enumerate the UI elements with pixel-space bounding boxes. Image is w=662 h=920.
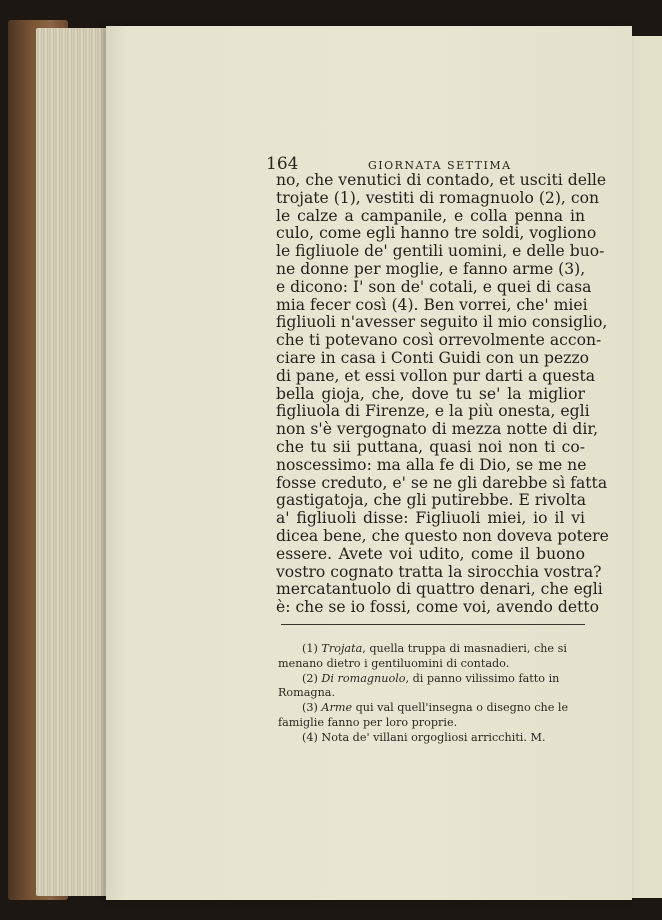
body-line: no, che venutici di contado, et usciti delle <box>276 171 607 189</box>
page-number: 164 <box>266 154 299 174</box>
facing-page-edge <box>628 36 662 898</box>
body-line: ne donne per moglie, e fanno arme (3), <box>276 259 586 278</box>
footnote-text: , quella truppa di masnadieri, che si <box>362 642 567 655</box>
footnotes <box>278 642 594 746</box>
body-line: mercatantuolo di quattro denari, che egli <box>276 580 603 599</box>
body-line: bella gioja, che, dove tu se' la miglior <box>276 384 585 403</box>
body-line: a' figliuoli disse: Figliuoli miei, io il vi <box>276 509 585 528</box>
body-line: essere. Avete voi udito, come il buono <box>276 544 585 563</box>
body-line: dicea bene, che questo non doveva potere <box>276 526 609 545</box>
footnote-text: , di panno vilissimo fatto in <box>405 671 560 685</box>
body-line: ciare in casa i Conti Guidi con un pezzo <box>276 348 590 367</box>
footnote-line <box>278 672 594 687</box>
footnote-marker: (3) <box>302 701 318 715</box>
body-line: di pane, et essi vollon pur darti a questa <box>276 366 596 385</box>
body-line: fosse creduto, e' se ne gli darebbe sì fatta <box>276 473 608 492</box>
body-line: noscessimo: ma alla fe di Dio, se me ne <box>276 455 587 474</box>
body-line: che ti potevano così orrevolmente accon- <box>276 331 602 350</box>
body-text <box>276 171 609 617</box>
body-line: vostro cognato tratta la sirocchia vostra? <box>276 562 602 581</box>
footnote-term: Trojata <box>321 642 363 655</box>
footnote-term: Di romagnuolo <box>321 671 406 685</box>
footnote-rule <box>281 624 585 625</box>
body-line: culo, come egli hanno tre soldi, vogliono <box>276 224 597 243</box>
body-line: le figliuole de' gentili uomini, e delle buo- <box>276 242 605 261</box>
body-line: le calze a campanile, e colla penna in <box>276 206 585 225</box>
body-line: figliuola di Firenze, e la più onesta, egli <box>276 402 590 421</box>
body-line: mia fecer così (4). Ben vorrei, che' miei <box>276 295 588 314</box>
body-line: non s'è vergognato di mezza notte di dir, <box>276 420 599 439</box>
body-line: e dicono: I' son de' cotali, e quei di casa <box>276 277 592 296</box>
footnote-line <box>278 731 594 746</box>
footnote-term: Arme <box>321 701 353 715</box>
footnote-text: qui val quell'insegna o disegno che le <box>352 701 569 715</box>
footnote-line: menano dietro i gentiluomini di contado. <box>278 656 510 670</box>
body-line: figliuoli n'avesser seguito il mio consiglio, <box>276 313 608 332</box>
footnote-text: Nota de' villani orgogliosi arricchiti. M. <box>321 730 546 744</box>
footnote-line: famiglie fanno per loro proprie. <box>278 715 458 729</box>
body-line: è: che se io fossi, come voi, avendo detto <box>276 598 600 617</box>
footnote-marker: (4) <box>302 730 318 744</box>
footnote-line: Romagna. <box>278 686 336 700</box>
body-line: che tu sii puttana, quasi noi non ti co- <box>276 437 585 456</box>
running-head: GIORNATA SETTIMA <box>368 159 512 172</box>
footnote-line <box>278 701 594 716</box>
footnote-marker: (2) <box>302 671 318 685</box>
body-line: trojate (1), vestiti di romagnuolo (2), con <box>276 188 600 207</box>
footnote-line <box>278 642 594 657</box>
footnote-marker: (1) <box>302 642 318 655</box>
body-line: gastigatoja, che gli putirebbe. E rivolta <box>276 491 586 510</box>
